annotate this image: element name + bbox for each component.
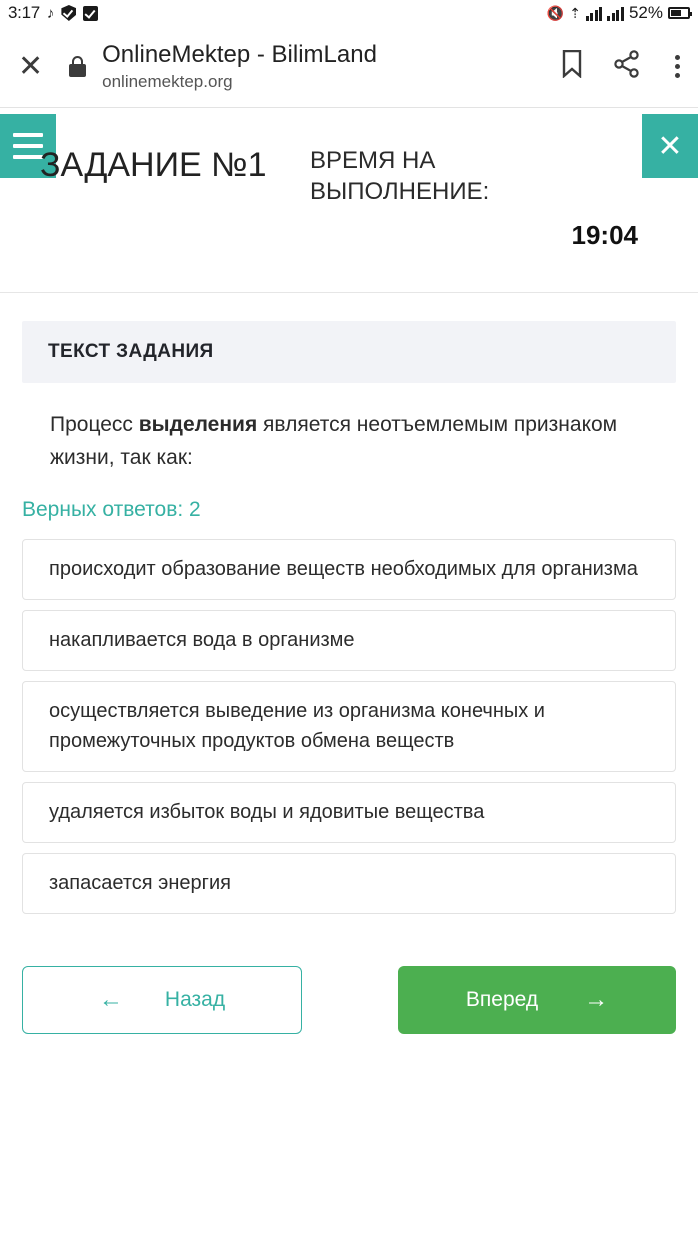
share-icon[interactable] — [613, 50, 641, 83]
status-clock: 3:17 — [8, 3, 40, 22]
next-button[interactable] — [398, 966, 676, 1034]
task-title: ЗАДАНИЕ №1 — [40, 146, 267, 184]
battery-percent: 52% — [628, 3, 663, 22]
browser-toolbar — [0, 26, 698, 108]
browser-actions — [551, 50, 684, 83]
page-title: OnlineMektep - BilimLand — [102, 41, 377, 69]
status-bar-left — [8, 3, 98, 23]
status-bar-right — [547, 3, 690, 23]
checkbox-icon — [83, 6, 98, 21]
signal-icon — [586, 6, 603, 21]
navigation-footer — [0, 966, 698, 1034]
option-item[interactable]: запасается энергия — [22, 853, 676, 914]
more-vertical-icon[interactable] — [671, 55, 684, 78]
status-bar — [0, 0, 698, 26]
question-text — [22, 409, 676, 474]
back-button[interactable] — [22, 966, 302, 1034]
address-bar[interactable] — [102, 41, 551, 92]
next-button-label: Вперед — [465, 987, 539, 1011]
mute-icon: 🔇 — [546, 5, 565, 21]
shield-check-icon — [61, 5, 76, 21]
option-item[interactable]: осуществляется выведение из организма конечных и промежуточных продуктов обмена веществ — [22, 681, 676, 772]
page-url: onlinemektep.org — [102, 71, 233, 91]
task-header — [0, 108, 698, 293]
lock-icon — [69, 56, 86, 77]
task-content — [0, 293, 698, 914]
signal2-icon — [607, 6, 624, 21]
bookmark-icon[interactable] — [561, 50, 583, 83]
option-item[interactable]: происходит образование веществ необходимых для организма — [22, 539, 676, 600]
correct-answers-count: Верных ответов: 2 — [22, 498, 201, 522]
option-item[interactable]: удаляется избыток воды и ядовитые вещества — [22, 782, 676, 843]
question-suffix: является неотъемлемым признаком жизни, так как: — [50, 413, 618, 469]
close-task-button[interactable]: ✕ — [642, 114, 698, 178]
question-prefix: Процесс — [50, 413, 139, 436]
tiktok-icon: ♪ — [46, 4, 55, 22]
task-text-banner: ТЕКСТ ЗАДАНИЯ — [22, 321, 676, 383]
options-list — [22, 539, 676, 914]
time-value: 19:04 — [571, 220, 638, 250]
arrow-left-icon: ← — [98, 985, 123, 1013]
back-button-label: Назад — [164, 987, 226, 1011]
close-icon[interactable]: ✕ — [18, 49, 44, 83]
arrow-right-icon: → — [584, 985, 609, 1013]
option-item[interactable]: накапливается вода в организме — [22, 610, 676, 671]
question-bold: выделения — [138, 413, 258, 436]
wifi-icon: ⇡ — [569, 5, 581, 21]
time-label: ВРЕМЯ НА ВЫПОЛНЕНИЕ: — [310, 147, 490, 205]
battery-icon — [668, 7, 690, 19]
